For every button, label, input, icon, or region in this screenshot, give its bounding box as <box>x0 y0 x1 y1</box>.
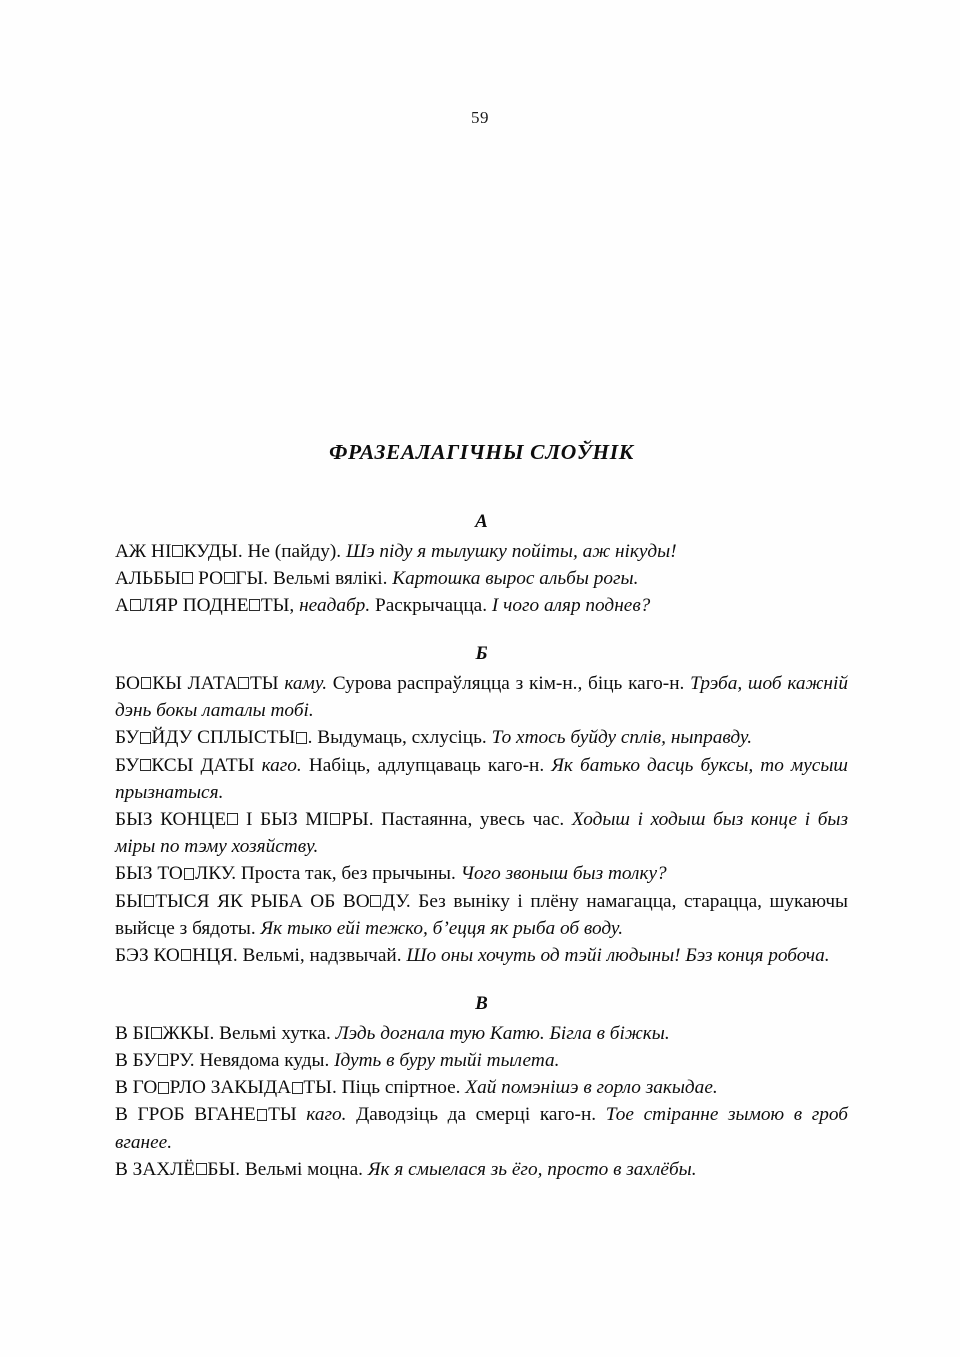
missing-glyph-box <box>296 732 307 744</box>
missing-glyph-box <box>257 1109 268 1121</box>
dictionary-entry <box>115 860 848 887</box>
missing-glyph-box <box>158 1082 169 1094</box>
entry-definition: Вельмі вялікі. <box>272 567 388 589</box>
missing-glyph-box <box>141 677 152 689</box>
entry-example: Шо оны хочуть од тэйі людыны! Бэз конця робоча. <box>406 944 830 966</box>
entry-definition: Вельмі, надзвычай. <box>242 944 402 966</box>
dictionary-section <box>115 991 848 1183</box>
section-letter-heading: В <box>475 993 488 1015</box>
missing-glyph-box <box>130 599 141 611</box>
entry-headword: В ЗАХЛЁ БЫ. <box>115 1158 241 1180</box>
missing-glyph-box <box>182 572 193 584</box>
dictionary-entry <box>115 592 848 619</box>
entry-example: Чого звоныш быз толку? <box>460 863 667 885</box>
entry-headword: БО КЫ ЛАТА ТЫ <box>115 672 279 694</box>
entry-example: То хтось буйду сплів, ныправду. <box>491 727 753 749</box>
entry-headword: В БУ РУ. <box>115 1049 195 1071</box>
missing-glyph-box <box>238 677 249 689</box>
entry-definition: Сурова распраўляцца з кім-н., біць каго-н. <box>332 672 685 694</box>
dictionary-sections <box>115 509 848 1183</box>
missing-glyph-box <box>140 732 151 744</box>
entry-grammar-label: каго. <box>306 1104 347 1126</box>
dictionary-entry <box>115 1020 848 1047</box>
entry-example: Ідуть в буру тыйі тылета. <box>334 1049 560 1071</box>
entry-definition: Невядома куды. <box>199 1049 330 1071</box>
entry-headword: БЭЗ КО НЦЯ. <box>115 944 238 966</box>
entry-example: І чого аляр поднев? <box>491 595 651 617</box>
entry-example: Як батько дасць буксы, то мусыш прызнатыся. <box>115 754 848 803</box>
section-spacer <box>115 619 848 641</box>
entry-definition: Выдумаць, схлусіць. <box>317 727 487 749</box>
dictionary-entry <box>115 888 848 942</box>
entry-definition: Вельмі хутка. <box>219 1022 331 1044</box>
missing-glyph-box <box>249 599 260 611</box>
dictionary-entry <box>115 724 848 751</box>
missing-glyph-box <box>292 1082 303 1094</box>
missing-glyph-box <box>172 545 183 557</box>
dictionary-entry <box>115 670 848 724</box>
missing-glyph-box <box>144 895 155 907</box>
entry-definition: Піць спіртное. <box>341 1077 461 1099</box>
entry-headword: АЛЬБЫ РО ГЫ. <box>115 567 269 589</box>
entry-headword: А ЛЯР ПОДНЕ ТЫ, <box>115 595 295 617</box>
dictionary-entry <box>115 806 848 860</box>
missing-glyph-box <box>227 813 238 825</box>
page-body <box>115 440 848 1183</box>
entry-grammar-label: каму. <box>284 672 328 694</box>
entry-example: Ходыш і ходыш быз конце і быз міры по тэму хозяйству. <box>115 808 848 858</box>
dictionary-entry <box>115 1101 848 1155</box>
entry-headword: БУ ЙДУ СПЛЫСТЫ . <box>115 727 313 749</box>
missing-glyph-box <box>370 895 381 907</box>
missing-glyph-box <box>330 813 341 825</box>
page-number: 59 <box>471 108 489 127</box>
entry-headword: В ГО РЛО ЗАКЫДА ТЫ. <box>115 1077 337 1099</box>
entry-example: Картошка вырос альбы рогы. <box>392 567 639 589</box>
section-letter-heading: А <box>475 511 488 532</box>
entry-definition: Набіць, адлупцаваць каго-н. <box>308 754 545 776</box>
entry-definition: Даводзіць да смерці каго-н. <box>356 1104 597 1126</box>
entry-grammar-label: неадабр. <box>299 595 371 617</box>
missing-glyph-box <box>140 759 151 771</box>
entry-definition: Не (пайду). <box>247 540 342 562</box>
missing-glyph-box <box>224 572 235 584</box>
entry-definition: Пастаянна, увесь час. <box>381 808 565 830</box>
section-spacer <box>115 969 848 991</box>
entry-example: Хай помэнішэ в горло закыдае. <box>465 1077 718 1099</box>
entry-definition: Без выніку і плёну намагацца, старацца, шукаючы выйсце з бядоты. <box>115 890 848 939</box>
missing-glyph-box <box>181 949 192 961</box>
missing-glyph-box <box>151 1027 162 1039</box>
entry-definition: Вельмі моцна. <box>244 1158 363 1180</box>
entry-headword: БЫЗ КОНЦЕ І БЫЗ МІ РЫ. <box>115 808 374 830</box>
entry-headword: БЫЗ ТО ЛКУ. <box>115 863 237 885</box>
missing-glyph-box <box>196 1163 207 1175</box>
entry-headword: АЖ НІ КУДЫ. <box>115 540 243 562</box>
dictionary-section <box>115 641 848 969</box>
entry-example: Як тыко ейі тежко, б’ецця як рыба об воду. <box>260 917 624 939</box>
entry-example: Лэдь догнала тую Катю. Бігла в біжкы. <box>335 1022 670 1044</box>
entry-example: Шэ піду я тылушку пойіты, аж нікуды! <box>345 540 677 562</box>
entry-definition: Проста так, без прычыны. <box>240 863 456 885</box>
entry-headword: БЫ ТЫСЯ ЯК РЫБА ОБ ВО ДУ. <box>115 890 411 912</box>
entry-definition: Раскрычацца. <box>374 595 488 617</box>
dictionary-entry <box>115 942 848 969</box>
dictionary-entry <box>115 538 848 565</box>
dictionary-entry <box>115 1047 848 1074</box>
missing-glyph-box <box>184 868 195 880</box>
entry-headword: БУ КСЫ ДАТЫ <box>115 754 255 776</box>
missing-glyph-box <box>158 1054 169 1066</box>
entry-headword: В БІ ЖКЫ. <box>115 1022 215 1044</box>
dictionary-section <box>115 509 848 619</box>
entry-example: Тое стіранне зымою в гроб вганее. <box>115 1104 848 1153</box>
entry-grammar-label: каго. <box>261 754 302 776</box>
entry-headword: В ГРОБ ВГАНЕ ТЫ <box>115 1104 297 1126</box>
section-letter-heading: Б <box>475 643 488 665</box>
dictionary-entry <box>115 1156 848 1183</box>
dictionary-entry <box>115 565 848 592</box>
document-title: ФРАЗЕАЛАГІЧНЫ СЛОЎНІК <box>329 440 634 464</box>
entry-example: Як я смыелася зь ёго, просто в захлёбы. <box>367 1158 697 1180</box>
entry-example: Трэба, шоб кажній дэнь бокы латалы тобі. <box>115 672 848 722</box>
dictionary-entry <box>115 752 848 806</box>
dictionary-entry <box>115 1074 848 1101</box>
